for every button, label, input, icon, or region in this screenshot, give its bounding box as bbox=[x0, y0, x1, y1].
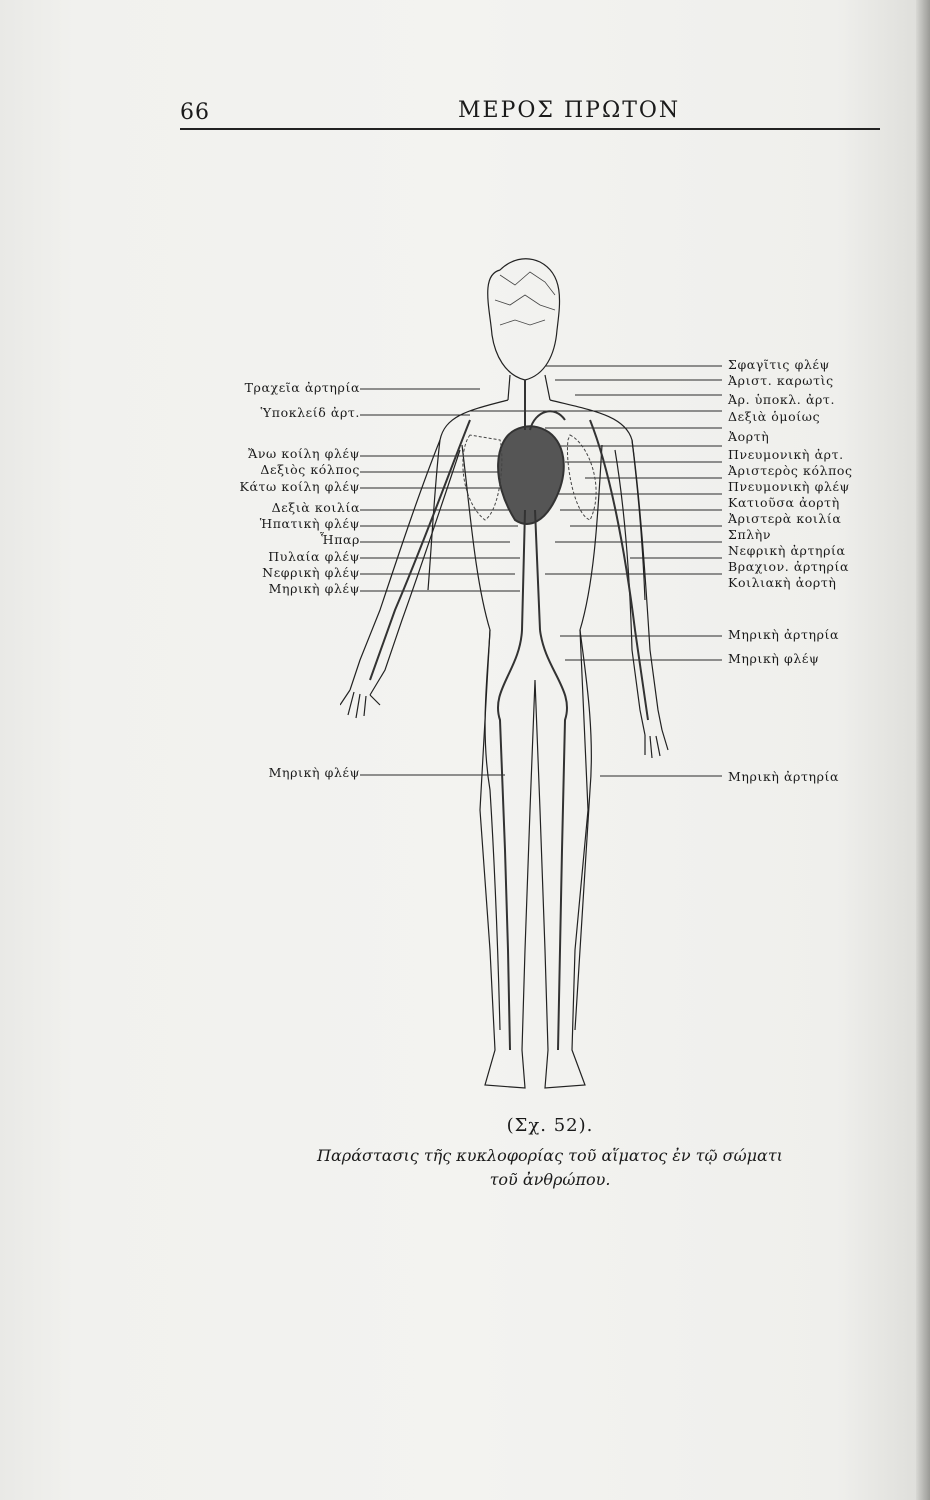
label-right-right-subclavian: Δεξιὰ ὁμοίως bbox=[728, 409, 821, 424]
figure-description-line1: Παράστασις τῆς κυκλοφορίας τοῦ αἵματος ἐν τῷ σώματι bbox=[317, 1146, 783, 1165]
figure-caption bbox=[250, 1115, 850, 1192]
right-lung bbox=[567, 435, 596, 520]
label-right-spleen: Σπλὴν bbox=[728, 527, 772, 542]
running-title: ΜΕΡΟΣ ΠΡΩΤΟΝ bbox=[458, 98, 681, 123]
right-hand bbox=[645, 730, 668, 758]
label-left-trachea: Τραχεῖα ἀρτηρία bbox=[244, 380, 360, 395]
label-left-liver: Ἧπαρ bbox=[319, 532, 360, 547]
label-right-aorta: Ἀορτὴ bbox=[728, 429, 770, 444]
label-left-subclavian: Ὑποκλείδ ἀρτ. bbox=[260, 405, 360, 420]
label-right-pulmonary-artery: Πνευμονικὴ ἀρτ. bbox=[728, 447, 844, 462]
label-right-pulmonary-vein: Πνευμονικὴ φλέψ bbox=[728, 479, 850, 494]
label-right-left-carotid: Ἀριστ. καρωτὶς bbox=[728, 373, 834, 388]
left-arm bbox=[350, 440, 460, 695]
label-right-renal-artery: Νεφρικὴ ἀρτηρία bbox=[728, 543, 846, 558]
arm-vessels-left bbox=[370, 420, 470, 680]
label-left-renal-vein: Νεφρικὴ φλέψ bbox=[262, 565, 360, 580]
arm-vessels-right bbox=[590, 420, 648, 720]
label-right-left-subclavian: Ἀρ. ὑποκλ. ἀρτ. bbox=[728, 392, 836, 407]
label-left-right-atrium: Δεξιὸς κόλπος bbox=[260, 462, 360, 477]
label-left-femoral-vein: Μηρικὴ φλέψ bbox=[268, 581, 360, 596]
label-right-abdominal-aorta: Κοιλιακὴ ἀορτὴ bbox=[728, 575, 837, 590]
label-right-femoral-vein: Μηρικὴ φλέψ bbox=[728, 651, 820, 666]
leg-vessels-right bbox=[540, 630, 567, 1050]
label-right-femoral-artery-lower: Μηρικὴ ἀρτηρία bbox=[728, 769, 840, 784]
label-left-inferior-vena-cava: Κάτω κοίλη φλέψ bbox=[239, 479, 360, 494]
label-right-brachial-artery: Βραχιον. ἀρτηρία bbox=[728, 559, 850, 574]
page-number: 66 bbox=[180, 100, 210, 125]
left-hand bbox=[340, 690, 380, 718]
label-left-femoral-vein-lower: Μηρικὴ φλέψ bbox=[268, 765, 360, 780]
label-right-jugular: Σφαγῖτις φλέψ bbox=[728, 357, 830, 372]
figure-description-line2: τοῦ ἀνθρώπου. bbox=[489, 1170, 611, 1189]
label-right-descending-aorta: Κατιοῦσα ἀορτὴ bbox=[728, 495, 840, 510]
figure-number: (Σχ. 52). bbox=[506, 1115, 594, 1136]
label-right-femoral-artery: Μηρικὴ ἀρτηρία bbox=[728, 627, 840, 642]
label-right-left-ventricle: Ἀριστερὰ κοιλία bbox=[728, 511, 842, 526]
leg-vessels-left bbox=[498, 630, 522, 1050]
label-left-superior-vena-cava: Ἄνω κοίλη φλέψ bbox=[248, 446, 360, 461]
label-left-hepatic-vein: Ἡπατικὴ φλέψ bbox=[259, 516, 360, 531]
label-left-portal-vein: Πυλαία φλέψ bbox=[268, 549, 360, 564]
head-outline bbox=[488, 259, 560, 380]
right-arm bbox=[615, 440, 662, 735]
circulatory-system-illustration bbox=[340, 250, 720, 1100]
heart bbox=[498, 426, 564, 524]
label-right-left-atrium: Ἀριστερὸς κόλπος bbox=[728, 463, 853, 478]
legs-outline bbox=[480, 630, 588, 1088]
figure-description bbox=[250, 1144, 850, 1192]
label-left-right-ventricle: Δεξιὰ κοιλία bbox=[271, 500, 360, 515]
